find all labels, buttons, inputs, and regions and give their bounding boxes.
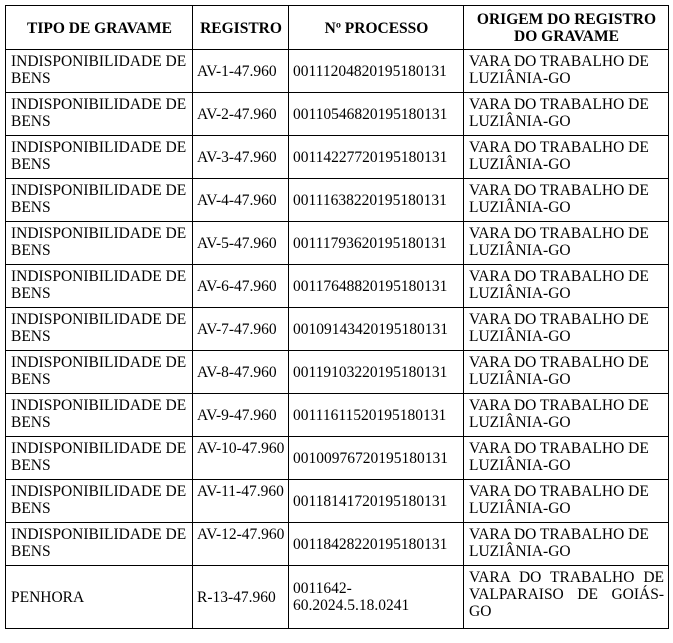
cell-tipo: INDISPONIBILIDADE DE BENS: [6, 136, 193, 179]
cell-origem: VARA DO TRABALHO DE LUZIÂNIA-GO: [464, 50, 669, 93]
table-row: [6, 308, 669, 351]
cell-registro: AV-11-47.960: [193, 480, 289, 523]
cell-registro: AV-10-47.960: [193, 437, 289, 480]
table-row: [6, 136, 669, 179]
cell-origem: VARA DO TRABALHO DE LUZIÂNIA-GO: [464, 179, 669, 222]
cell-tipo: INDISPONIBILIDADE DE BENS: [6, 351, 193, 394]
cell-processo: 00110546820195180131: [289, 93, 464, 136]
cell-origem: VARA DO TRABALHO DE LUZIÂNIA-GO: [464, 93, 669, 136]
cell-origem: VARA DO TRABALHO DE LUZIÂNIA-GO: [464, 351, 669, 394]
gravame-table: [5, 5, 669, 629]
cell-processo: 00111611520195180131: [289, 394, 464, 437]
table-row: [6, 480, 669, 523]
cell-registro: R-13-47.960: [193, 566, 289, 629]
cell-processo: 00111638220195180131: [289, 179, 464, 222]
cell-tipo: INDISPONIBILIDADE DE BENS: [6, 523, 193, 566]
cell-tipo: INDISPONIBILIDADE DE BENS: [6, 480, 193, 523]
table-row: [6, 351, 669, 394]
cell-registro: AV-9-47.960: [193, 394, 289, 437]
cell-processo: 00114227720195180131: [289, 136, 464, 179]
header-registro: REGISTRO: [193, 6, 289, 50]
table-row: [6, 222, 669, 265]
cell-tipo: INDISPONIBILIDADE DE BENS: [6, 50, 193, 93]
cell-tipo: INDISPONIBILIDADE DE BENS: [6, 394, 193, 437]
header-processo: Nº PROCESSO: [289, 6, 464, 50]
cell-registro: AV-6-47.960: [193, 265, 289, 308]
cell-registro: AV-7-47.960: [193, 308, 289, 351]
cell-tipo: PENHORA: [6, 566, 193, 629]
table-body: [6, 50, 669, 629]
cell-registro: AV-1-47.960: [193, 50, 289, 93]
table-row: [6, 93, 669, 136]
cell-processo: 00118428220195180131: [289, 523, 464, 566]
table-row: [6, 566, 669, 629]
cell-processo: 00111793620195180131: [289, 222, 464, 265]
table-row: [6, 179, 669, 222]
gravame-table-container: [5, 5, 669, 629]
cell-origem: VARA DO TRABALHO DE VALPARAISO DE GOIÁS-GO: [464, 566, 669, 629]
cell-processo: 00111204820195180131: [289, 50, 464, 93]
cell-tipo: INDISPONIBILIDADE DE BENS: [6, 93, 193, 136]
cell-origem: VARA DO TRABALHO DE LUZIÂNIA-GO: [464, 480, 669, 523]
cell-processo: 00109143420195180131: [289, 308, 464, 351]
table-row: [6, 394, 669, 437]
cell-tipo: INDISPONIBILIDADE DE BENS: [6, 437, 193, 480]
cell-registro: AV-5-47.960: [193, 222, 289, 265]
cell-origem: VARA DO TRABALHO DE LUZIÂNIA-GO: [464, 222, 669, 265]
cell-registro: AV-3-47.960: [193, 136, 289, 179]
cell-tipo: INDISPONIBILIDADE DE BENS: [6, 179, 193, 222]
header-origem: ORIGEM DO REGISTRO DO GRAVAME: [464, 6, 669, 50]
cell-processo: 0011642-60.2024.5.18.0241: [289, 566, 464, 629]
cell-processo: 00119103220195180131: [289, 351, 464, 394]
cell-registro: AV-2-47.960: [193, 93, 289, 136]
table-row: [6, 523, 669, 566]
cell-origem: VARA DO TRABALHO DE LUZIÂNIA-GO: [464, 437, 669, 480]
cell-processo: 00118141720195180131: [289, 480, 464, 523]
table-row: [6, 50, 669, 93]
cell-tipo: INDISPONIBILIDADE DE BENS: [6, 265, 193, 308]
cell-registro: AV-12-47.960: [193, 523, 289, 566]
header-tipo: TIPO DE GRAVAME: [6, 6, 193, 50]
cell-tipo: INDISPONIBILIDADE DE BENS: [6, 222, 193, 265]
cell-tipo: INDISPONIBILIDADE DE BENS: [6, 308, 193, 351]
cell-processo: 00117648820195180131: [289, 265, 464, 308]
cell-origem: VARA DO TRABALHO DE LUZIÂNIA-GO: [464, 136, 669, 179]
cell-origem: VARA DO TRABALHO DE LUZIÂNIA-GO: [464, 394, 669, 437]
header-row: [6, 6, 669, 50]
cell-origem: VARA DO TRABALHO DE LUZIÂNIA-GO: [464, 308, 669, 351]
cell-origem: VARA DO TRABALHO DE LUZIÂNIA-GO: [464, 523, 669, 566]
cell-processo: 00100976720195180131: [289, 437, 464, 480]
cell-registro: AV-8-47.960: [193, 351, 289, 394]
table-row: [6, 437, 669, 480]
cell-origem: VARA DO TRABALHO DE LUZIÂNIA-GO: [464, 265, 669, 308]
table-row: [6, 265, 669, 308]
cell-registro: AV-4-47.960: [193, 179, 289, 222]
